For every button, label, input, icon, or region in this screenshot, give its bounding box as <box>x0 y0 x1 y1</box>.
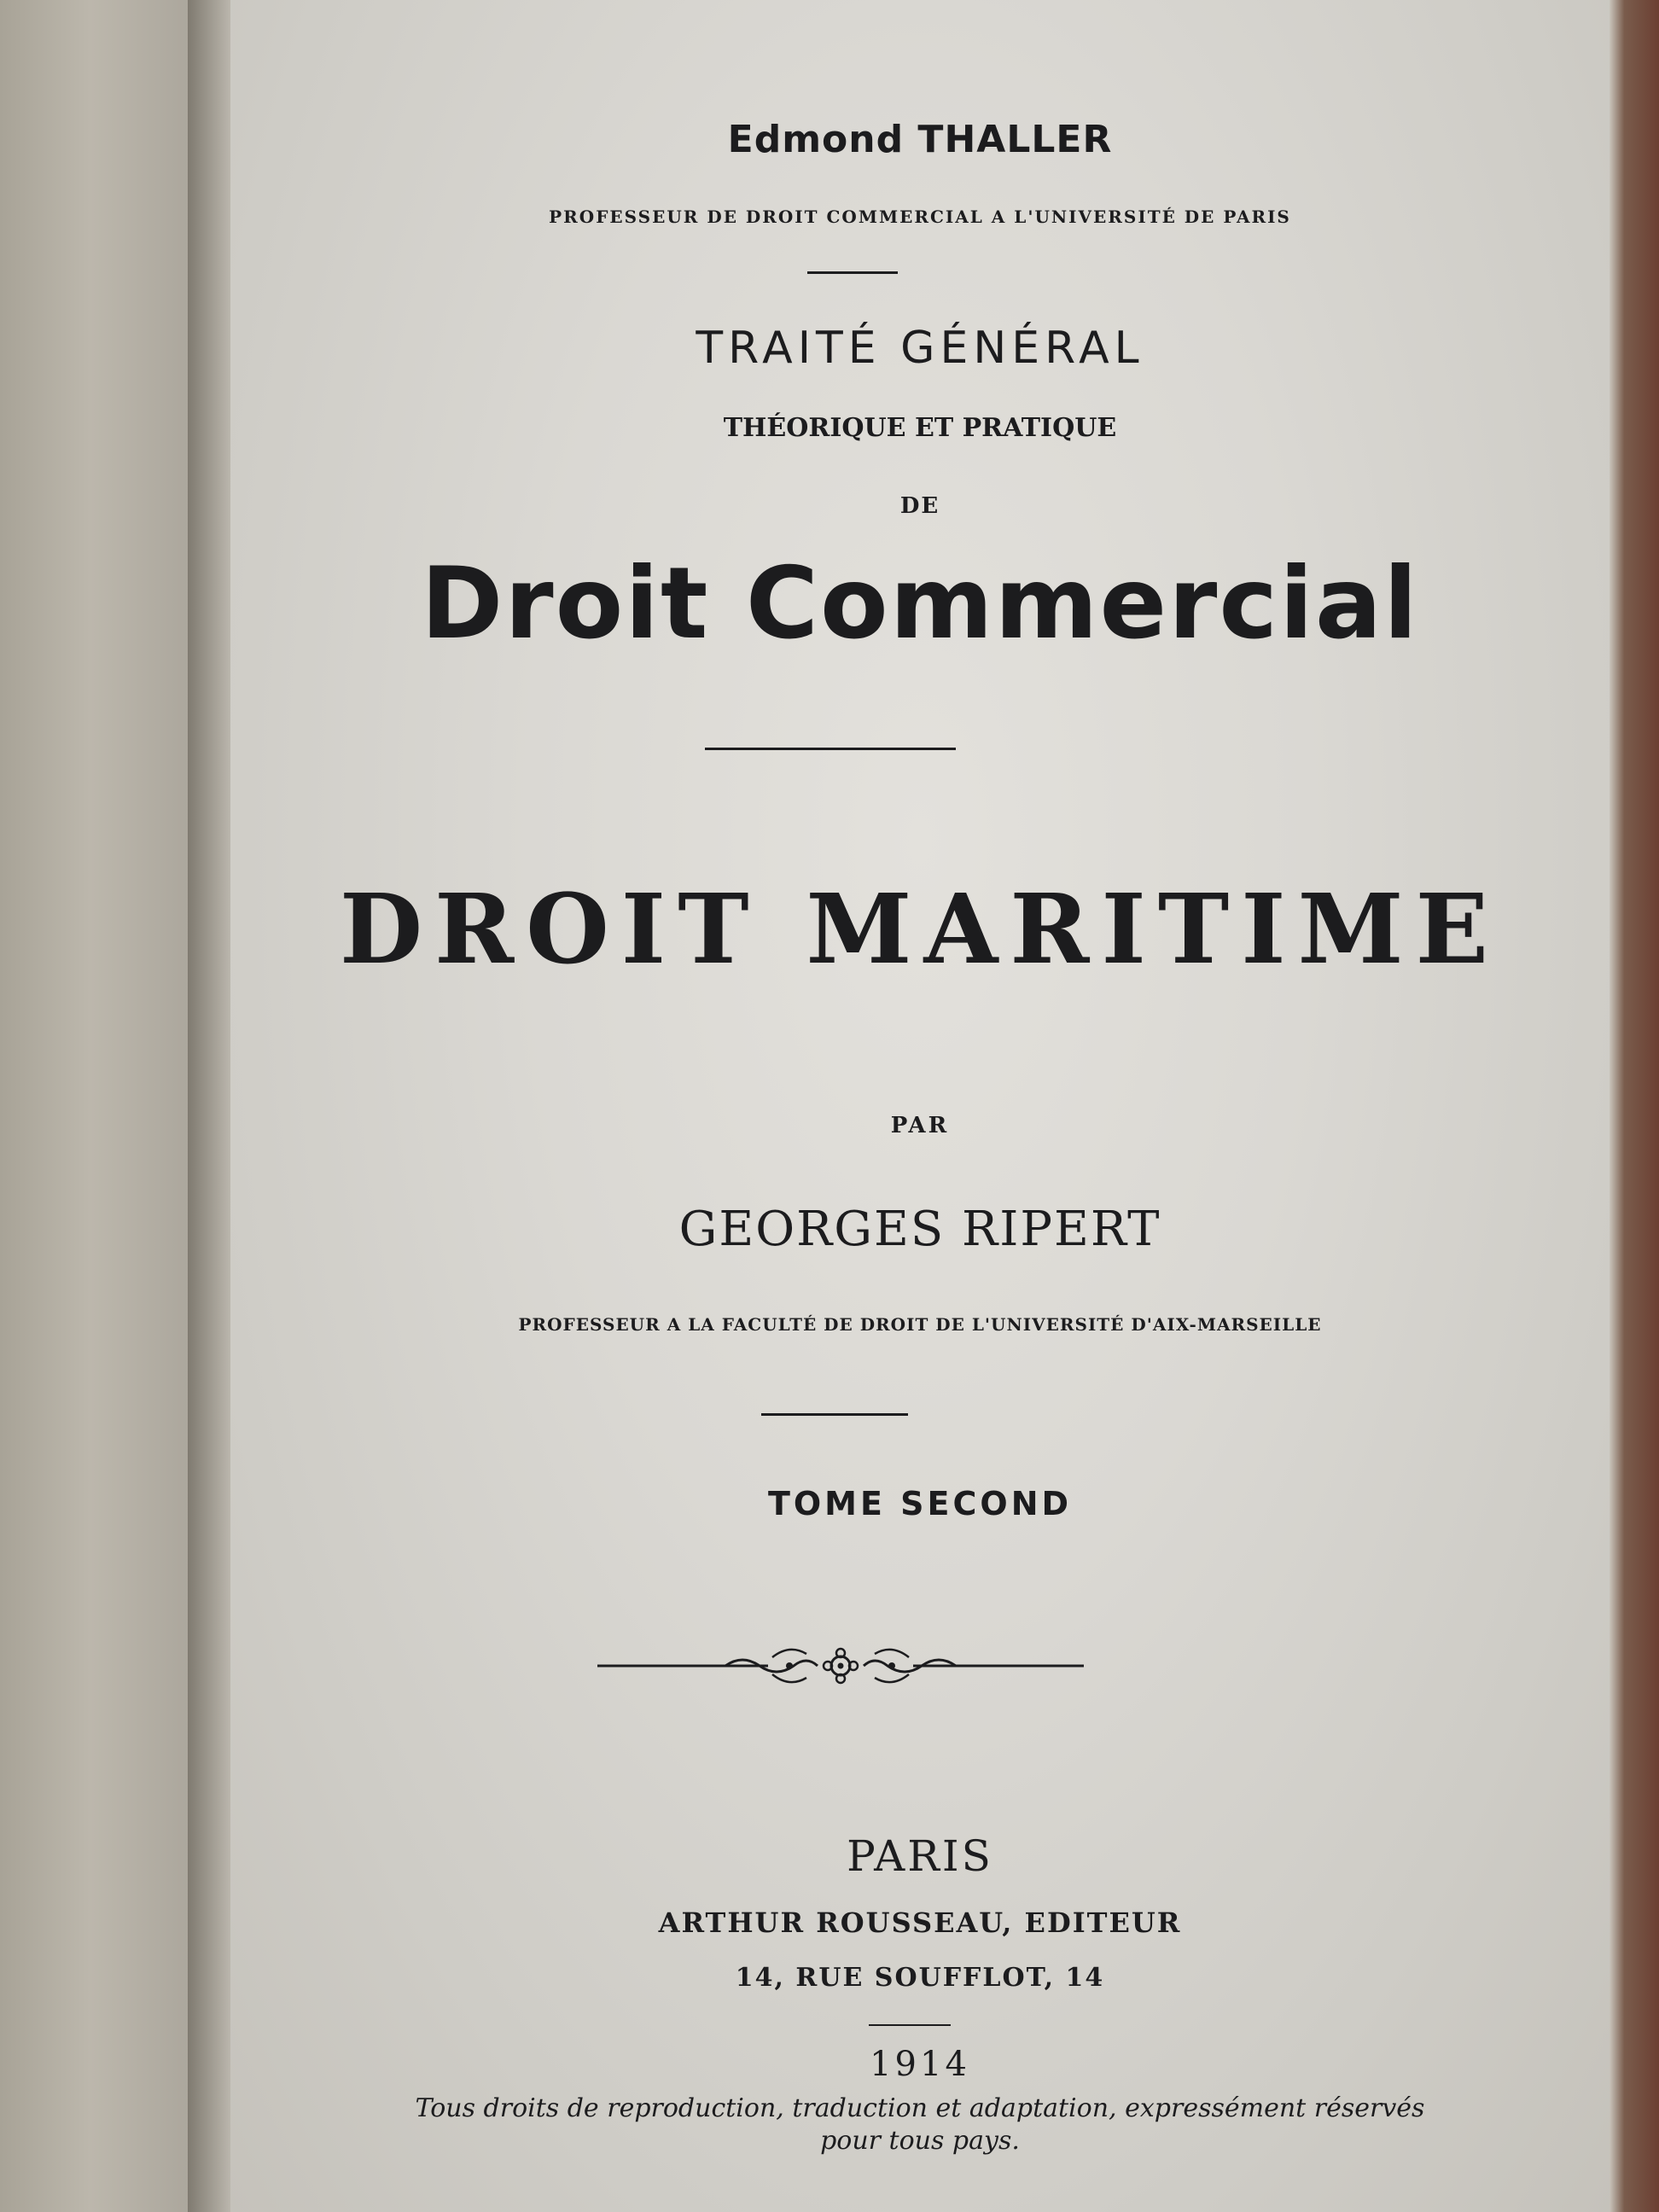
volume-subject: DROIT MARITIME <box>340 874 1500 986</box>
work-line-2: THÉORIQUE ET PRATIQUE <box>723 413 1117 443</box>
work-title: Droit Commercial <box>421 546 1419 661</box>
fleuron-ornament <box>597 1632 1084 1700</box>
imprint-city: PARIS <box>847 1831 993 1881</box>
volume-author-name: GEORGES RIPERT <box>678 1202 1161 1257</box>
imprint-address: 14, RUE SOUFFLOT, 14 <box>735 1963 1105 1993</box>
work-line-3: DE <box>899 493 940 519</box>
divider-rule <box>869 2024 951 2026</box>
book-edge <box>1610 0 1659 2212</box>
imprint-publisher: ARTHUR ROUSSEAU, EDITEUR <box>658 1906 1182 1939</box>
volume-tome: TOME SECOND <box>767 1485 1073 1522</box>
work-line-1: TRAITÉ GÉNÉRAL <box>696 323 1144 374</box>
volume-author-affiliation: PROFESSEUR A LA FACULTÉ DE DROIT DE L'UNIVERSITÉ D'AIX-MARSEILLE <box>518 1314 1322 1335</box>
author-name: Edmond THALLER <box>727 118 1113 161</box>
divider-rule <box>705 748 956 750</box>
rights-line-2: pour tous pays. <box>820 2126 1020 2156</box>
volume-by: PAR <box>890 1113 950 1138</box>
rights-line-1: Tous droits de reproduction, traduction et adaptation, expressément réservés <box>415 2093 1425 2123</box>
left-facing-page <box>0 0 201 2212</box>
divider-rule <box>807 271 898 274</box>
divider-rule <box>761 1413 908 1416</box>
title-page <box>230 0 1610 2212</box>
imprint-year: 1914 <box>870 2045 970 2084</box>
rights-notice <box>247 2093 1592 2157</box>
author-affiliation: PROFESSEUR DE DROIT COMMERCIAL A L'UNIVERSITÉ DE PARIS <box>549 207 1291 227</box>
